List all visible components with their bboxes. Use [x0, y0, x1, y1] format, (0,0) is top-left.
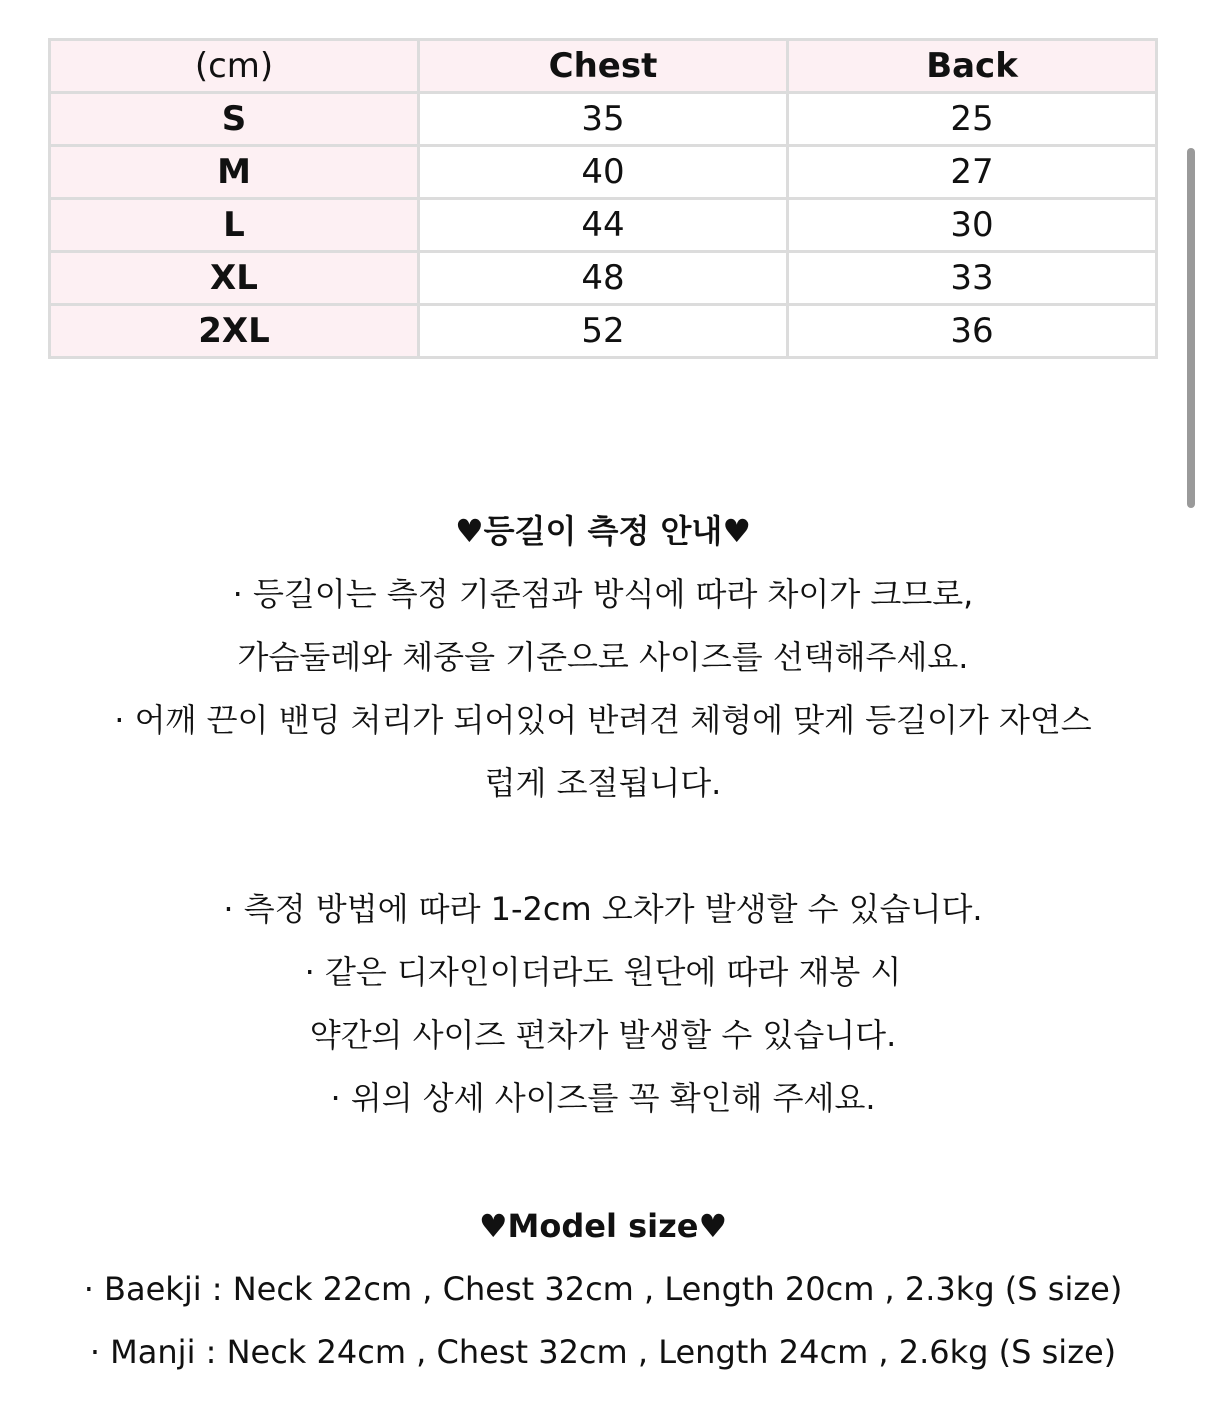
chest-value: 48 — [419, 252, 788, 305]
back-length-guide — [0, 500, 1206, 1130]
back-value: 25 — [788, 93, 1157, 146]
note-line: · 위의 상세 사이즈를 꼭 확인해 주세요. — [330, 1079, 876, 1117]
size-label: S — [50, 93, 419, 146]
note-line: 약간의 사이즈 편차가 발생할 수 있습니다. — [309, 1016, 897, 1054]
back-value: 33 — [788, 252, 1157, 305]
chest-value: 52 — [419, 305, 788, 358]
chest-value: 44 — [419, 199, 788, 252]
table-row — [50, 252, 1157, 305]
table-row — [50, 146, 1157, 199]
table-row — [50, 199, 1157, 252]
size-table — [48, 38, 1158, 359]
model-size-section — [0, 1195, 1206, 1384]
note-line: · 측정 방법에 따라 1-2cm 오차가 발생할 수 있습니다. — [223, 890, 983, 928]
back-value: 27 — [788, 146, 1157, 199]
model-heading: ♥Model size♥ — [478, 1207, 728, 1245]
guide-line: 가슴둘레와 체중을 기준으로 사이즈를 선택해주세요. — [237, 638, 969, 676]
back-value: 30 — [788, 199, 1157, 252]
size-label: M — [50, 146, 419, 199]
size-label: XL — [50, 252, 419, 305]
table-row — [50, 93, 1157, 146]
unit-header: (cm) — [50, 40, 419, 93]
table-row — [50, 305, 1157, 358]
table-header-row — [50, 40, 1157, 93]
note-line: · 같은 디자인이더라도 원단에 따라 재봉 시 — [304, 953, 902, 991]
scrollbar-thumb[interactable] — [1187, 148, 1195, 508]
guide-heading: ♥등길이 측정 안내♥ — [454, 512, 752, 550]
back-header: Back — [788, 40, 1157, 93]
chest-value: 40 — [419, 146, 788, 199]
back-value: 36 — [788, 305, 1157, 358]
model-line: · Manji : Neck 24cm , Chest 32cm , Length 24cm , 2.6kg (S size) — [89, 1333, 1117, 1371]
section-spacer — [0, 815, 1206, 878]
chest-header: Chest — [419, 40, 788, 93]
guide-line: · 어깨 끈이 밴딩 처리가 되어있어 반려견 체형에 맞게 등길이가 자연스 — [114, 701, 1092, 739]
chest-value: 35 — [419, 93, 788, 146]
size-label: L — [50, 199, 419, 252]
size-label: 2XL — [50, 305, 419, 358]
model-line: · Baekji : Neck 22cm , Chest 32cm , Length 20cm , 2.3kg (S size) — [83, 1270, 1123, 1308]
guide-line: 럽게 조절됩니다. — [484, 764, 722, 802]
guide-line: · 등길이는 측정 기준점과 방식에 따라 차이가 크므로, — [232, 575, 974, 613]
